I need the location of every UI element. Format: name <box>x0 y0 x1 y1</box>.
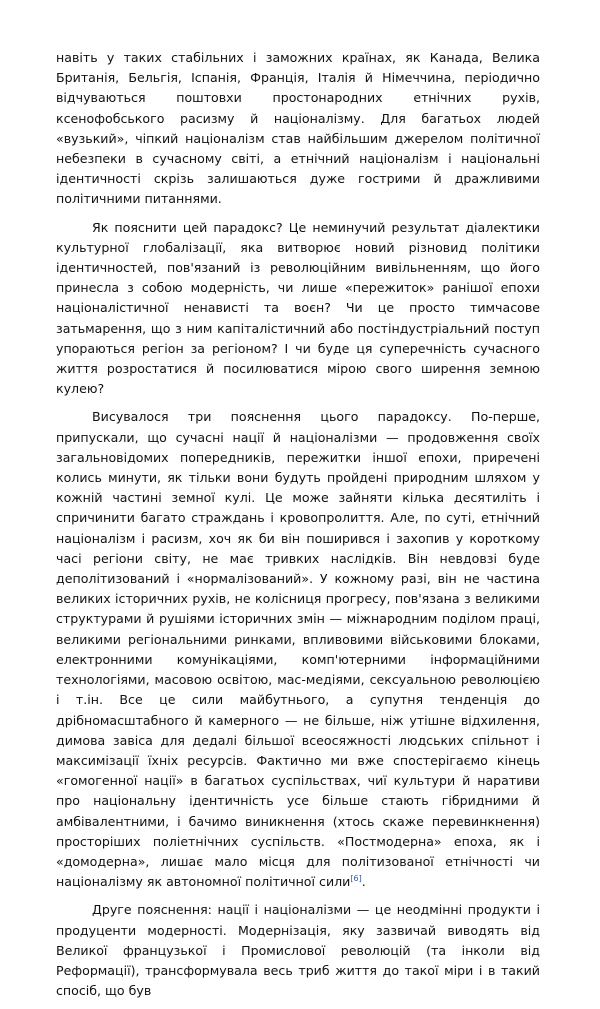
paragraph-text: навіть у таких стабільних і заможних країнах, як Канада, Велика Британія, Бельгія, Іспанія, Франція, Італія й Німеччина, періодично відчуваються поштовхи простонародних етнічних рухів, ксенофобського расизму й націоналізму. Для багатьох людей «вузький», чіпкий націоналізм став найбільшим джерелом політичної небезпеки в сучасному світі, а етнічний націоналізм і національні ідентичності скрізь залишаються дуже гострими й дражливими політичними питаннями. <box>56 50 540 207</box>
paragraph-4 <box>56 900 540 1001</box>
paragraph-text: Як пояснити цей парадокс? Це неминучий результат діалектики культурної глобалізації, яка витворює новий різновид політики ідентичностей, пов'язаний із революційним вивільненням, що його принесла з собою модерність, чи лише «пережиток» ранішої епохи націоналістичної ненависті та воєн? Чи це просто тимчасове затьмарення, що з ним капіталістичний або постіндустріальний поступ упораються регіон за регіоном? І чи буде ця суперечність сучасного життя розростатися й посилюватися мірою свого ширення земною кулею? <box>56 219 540 397</box>
paragraph-text: Друге пояснення: нації і націоналізми — це неодмінні продукти і продуценти модерності. Модернізація, яку зазвичай виводять від Великої французької і Промислової революцій (та інколи від Реформації), трансформувала весь триб життя до такої міри і в такий спосіб, що був <box>56 902 540 999</box>
paragraph-1 <box>56 48 540 210</box>
paragraph-2 <box>56 218 540 400</box>
paragraph-text: Висувалося три пояснення цього парадоксу. По-перше, припускали, що сучасні нації й націоналізми — продовження своїх загальновідомих попередників, пережитки іншої епохи, приречені колись минути, як тільки вони будуть пройдені природним шляхом у кожній частині земної кулі. Це може зайняти кілька десятиліть і спричинити багато страждань і кровопролиття. Але, по суті, етнічний націоналізм і расизм, хоч як би він поширився і захопив у короткому часі регіони світу, не має тривких наслідків. Він невдовзі буде деполітизований і «нормалізований». У кожному разі, він не частина великих історичних рухів, не колісниця прогресу, пов'язана з великими структурами й рушіями історичних змін — міжнародним поділом праці, великими регіональними ринками, впливовими військовими блоками, електронними комунікаціями, комп'ютерними інформаційними технологіями, масовою освітою, мас-медіями, сексуальною революцією і т.ін. Все це сили майбутнього, а супутня тенденція до дрібномасштабного й камерного — не більше, ніж утішне відхилення, димова завіса для дедалі більшої всеосяжності людських спільнот і максимізації їхніх ресурсів. Фактично ми вже спостерігаємо кінець «гомогенної нації» в багатьох суспільствах, чиї культури й наративи про національну ідентичність усе більше стають гібридними й амбівалентними, і бачимо виникнення (хтось скаже перевинкнення) просторіших поліетнічних суспільств. «Постмодерна» епоха, як і «домодерна», лишає мало місця для політизованої етнічності чи націоналізму як автономної політичної сили <box>56 409 540 890</box>
paragraph-3 <box>56 407 540 892</box>
paragraph-end-punctuation: . <box>361 874 366 890</box>
document-page <box>56 48 540 1009</box>
footnote-link[interactable]: [6] <box>350 873 362 883</box>
